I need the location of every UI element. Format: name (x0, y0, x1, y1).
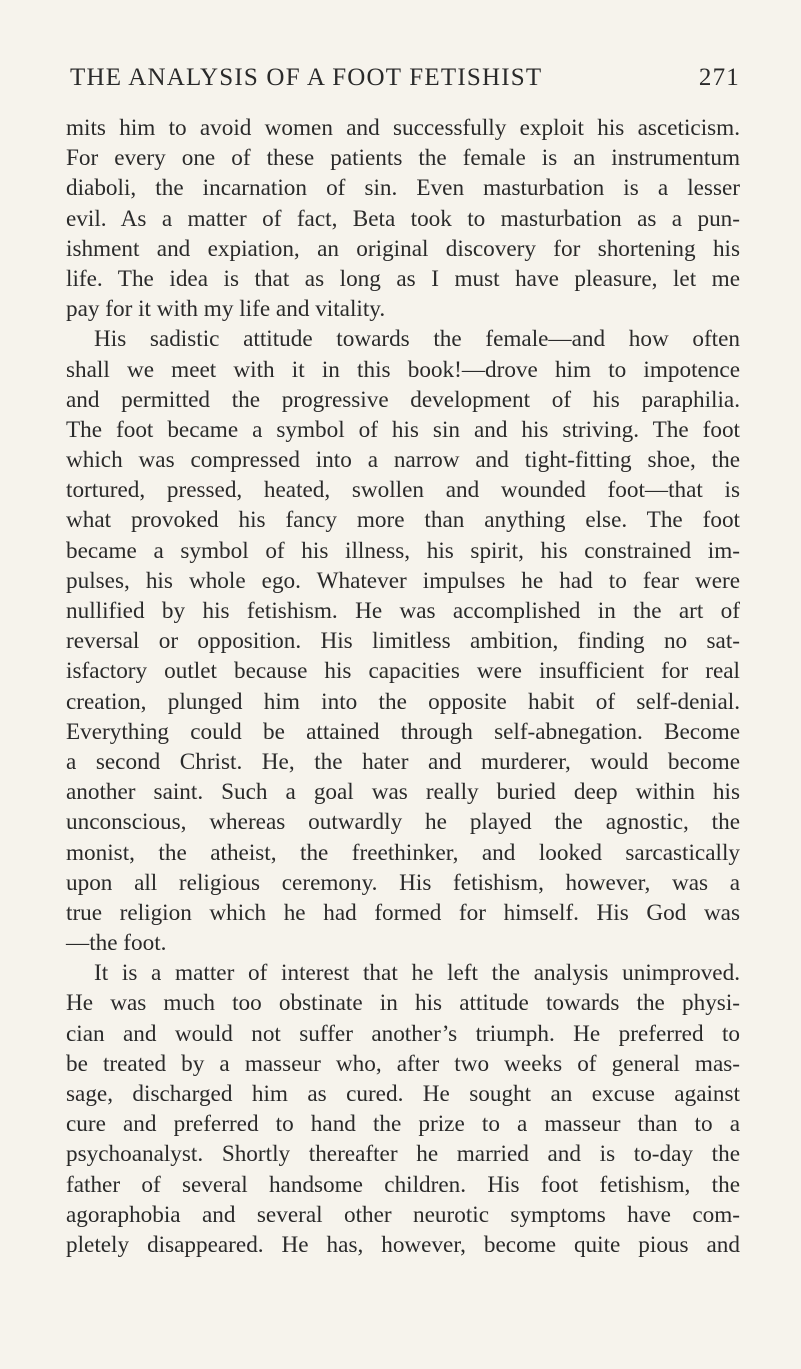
text-line: He was much too obstinate in his attitude towards the physi- (66, 990, 740, 1017)
body-text (66, 113, 740, 1260)
text-line: His sadistic attitude towards the female—and how often (94, 326, 740, 353)
text-line: another saint. Such a goal was really buried deep within his (66, 779, 740, 806)
text-line: cure and preferred to hand the prize to a masseur than to a (66, 1111, 740, 1138)
text-line: diaboli, the incarnation of sin. Even masturbation is a lesser (66, 175, 740, 202)
text-line: nullified by his fetishism. He was accomplished in the art of (66, 598, 740, 624)
text-line: and permitted the progressive development of his paraphilia. (66, 386, 740, 413)
text-line: unconscious, whereas outwardly he played the agnostic, the (66, 809, 740, 836)
text-line: be treated by a masseur who, after two weeks of general mas- (66, 1050, 740, 1077)
text-line: For every one of these patients the female is an instrumentum (66, 145, 740, 172)
running-head (66, 46, 740, 91)
text-line: —the foot. (66, 930, 167, 957)
text-line: upon all religious ceremony. His fetishism, however, was a (66, 869, 740, 896)
text-line: Everything could be attained through self-abnegation. Become (66, 718, 740, 745)
page-number: 271 (698, 64, 740, 91)
text-line: pletely disappeared. He has, however, become quite pious and (66, 1231, 740, 1258)
text-line: agoraphobia and several other neurotic symptoms have com- (66, 1201, 740, 1228)
text-line: pay for it with my life and vitality. (66, 296, 386, 323)
text-line: The foot became a symbol of his sin and his striving. The foot (66, 416, 740, 443)
text-line: reversal or opposition. His limitless ambition, finding no sat- (66, 628, 740, 655)
text-line: isfactory outlet because his capacities were insufficient for real (66, 658, 740, 685)
text-line: life. The idea is that as long as I must have pleasure, let me (66, 265, 740, 292)
text-line: what provoked his fancy more than anything else. The foot (66, 507, 740, 534)
text-line: mits him to avoid women and successfully exploit his asceticism. (66, 115, 740, 141)
text-line: father of several handsome children. His foot fetishism, the (66, 1171, 740, 1198)
text-line: creation, plunged him into the opposite habit of self-denial. (66, 688, 740, 715)
text-line: a second Christ. He, the hater and murderer, would become (66, 748, 740, 775)
text-line: shall we meet with it in this book!—drove him to impotence (66, 356, 740, 383)
running-head-title: THE ANALYSIS OF A FOOT FETISHIST (70, 64, 543, 91)
text-line: monist, the atheist, the freethinker, and looked sarcastically (66, 839, 740, 866)
text-line: became a symbol of his illness, his spirit, his constrained im- (66, 537, 740, 564)
text-line: tortured, pressed, heated, swollen and wounded foot—that is (66, 477, 740, 504)
text-line: psychoanalyst. Shortly thereafter he married and is to-day the (66, 1141, 740, 1168)
text-line: evil. As a matter of fact, Beta took to masturbation as a pun- (66, 205, 740, 232)
text-line: cian and would not suffer another’s triumph. He preferred to (66, 1020, 740, 1047)
text-line: It is a matter of interest that he left the analysis unimproved. (94, 960, 740, 987)
text-line: true religion which he had formed for himself. His God was (66, 899, 740, 926)
text-line: sage, discharged him as cured. He sought an excuse against (66, 1081, 740, 1107)
text-line: which was compressed into a narrow and tight-fitting shoe, the (66, 447, 740, 474)
text-line: ishment and expiation, an original discovery for shortening his (66, 235, 740, 262)
text-line: pulses, his whole ego. Whatever impulses he had to fear were (66, 567, 740, 594)
